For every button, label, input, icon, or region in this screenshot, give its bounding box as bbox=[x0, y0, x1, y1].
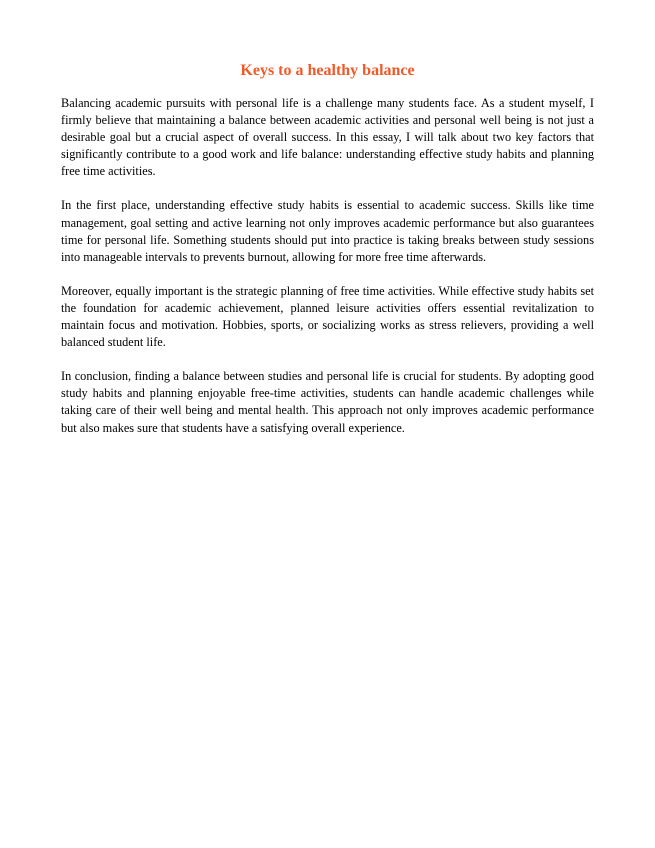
paragraph: Moreover, equally important is the strategic planning of free time activities. While effective study habits set the foundation for academic achievement, planned leisure activities offers essential revitalization to maintain focus and motivation. Hobbies, sports, or socializing works as stress relievers, providing a well balanced student life. bbox=[61, 283, 594, 350]
essay-body bbox=[61, 95, 594, 454]
paragraph: Balancing academic pursuits with personal life is a challenge many students face. As a student myself, I firmly believe that maintaining a balance between academic activities and personal well being is not just a desirable goal but a crucial aspect of overall success. In this essay, I will talk about two key factors that significantly contribute to a good work and life balance: understanding effective study habits and planning free time activities. bbox=[61, 96, 594, 179]
paragraph: In the first place, understanding effective study habits is essential to academic success. Skills like time management, goal setting and active learning not only improves academic performance but also guarantees time for personal life. Something students should put into practice is taking breaks between study sessions into manageable intervals to prevents burnout, allowing for more free time afterwards. bbox=[61, 198, 594, 264]
page-title: Keys to a healthy balance bbox=[240, 62, 415, 79]
paragraph: In conclusion, finding a balance between studies and personal life is crucial for students. By adopting good study habits and planning enjoyable free-time activities, students can handle academic challenges while taking care of their well being and mental health. This approach not only improves academic performance but also makes sure that students have a satisfying overall experience. bbox=[61, 369, 594, 435]
